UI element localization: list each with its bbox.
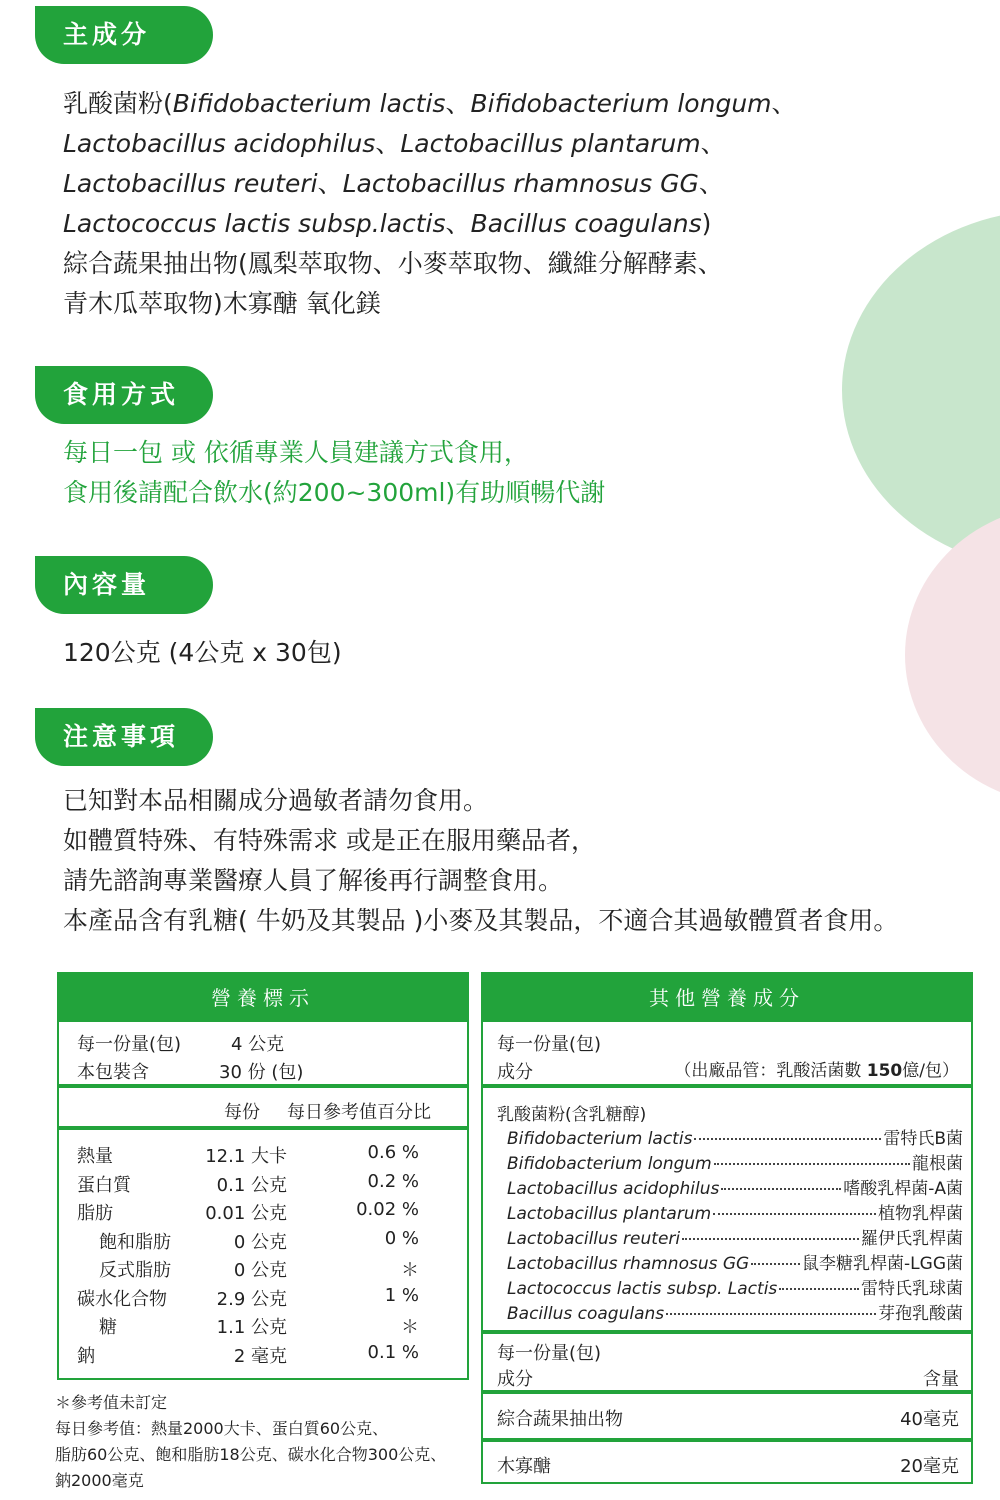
nutrient-name: 反式脂肪 [99, 1260, 171, 1281]
dot-leader [694, 1138, 881, 1140]
other-nutrients-table [481, 972, 973, 1484]
strain-scientific-name: Lactobacillus plantarum [507, 1204, 712, 1224]
ingredients-line [63, 124, 797, 164]
ingredient-text: 、 [700, 129, 726, 158]
nutrition-table [57, 972, 469, 1380]
ingredient-scientific-name: Bacillus coagulans [470, 209, 702, 238]
ingredient-text: 青木瓜萃取物)木寡醣 氧化鎂 [63, 289, 381, 318]
strain-row [507, 1174, 963, 1199]
content-line: 120公克 (4公克 x 30包) [63, 638, 342, 667]
strain-common-name: 雷特氏乳球菌 [861, 1279, 963, 1299]
amount-label: 含量 [923, 1369, 959, 1390]
strain-row [507, 1149, 963, 1174]
divider [483, 1330, 971, 1334]
strain-row [507, 1299, 963, 1324]
strain-scientific-name: Bifidobacterium lactis [507, 1129, 693, 1149]
notes-heading: 注意事項 [35, 708, 213, 766]
content-text [63, 633, 342, 673]
ingredient-text: 、 [698, 169, 724, 198]
footnote-line: 鈉2000毫克 [55, 1471, 144, 1490]
ingredient-text: ) [701, 209, 712, 238]
strain-scientific-name: Lactobacillus acidophilus [507, 1179, 720, 1199]
nutrient-daily-value: 0.02 % [356, 1199, 419, 1220]
footnote-line: 每日參考值：熱量2000大卡、蛋白質60公克、 [55, 1419, 389, 1438]
ingredients-heading: 主成分 [35, 6, 213, 64]
notes-line: 本產品含有乳糖( 牛奶及其製品 )小麥及其製品，不適合其過敏體質者食用。 [63, 906, 899, 935]
strain-common-name: 鼠李糖乳桿菌-LGG菌 [802, 1254, 963, 1274]
strain-scientific-name: Lactobacillus reuteri [507, 1229, 681, 1249]
ingredient-scientific-name: Bifidobacterium longum [470, 89, 772, 118]
strain-common-name: 芽孢乳酸菌 [878, 1304, 963, 1324]
ingredient-text: 、 [445, 209, 471, 238]
divider [483, 1390, 971, 1394]
usage-heading: 食用方式 [35, 366, 213, 424]
serving-value: 4 公克 [231, 1034, 285, 1055]
nutrient-daily-value: 0.2 % [367, 1170, 419, 1192]
nutrient-amount: 0.01 公克 [205, 1203, 287, 1224]
divider [59, 1126, 467, 1130]
nutrient-daily-value: ＊ [401, 1317, 419, 1338]
strain-scientific-name: Bacillus coagulans [507, 1304, 665, 1324]
nutrient-daily-value: 0.1 % [367, 1341, 419, 1363]
usage-line: 食用後請配合飲水(約200~300ml)有助順暢代謝 [63, 478, 606, 507]
strain-row [507, 1199, 963, 1224]
other-component-label: 成分 [497, 1062, 533, 1083]
dot-leader [779, 1288, 859, 1290]
ingredient-scientific-name: Lactobacillus reuteri [63, 169, 318, 198]
divider [483, 1438, 971, 1442]
ingredient-scientific-name: Lactobacillus plantarum [400, 129, 701, 158]
dot-leader [714, 1163, 910, 1165]
ingredient-text: 、 [317, 169, 343, 198]
nutrient-name: 鈉 [77, 1345, 95, 1367]
strain-common-name: 雷特氏B菌 [883, 1129, 963, 1149]
ingredient-scientific-name: Lactococcus lactis subsp.lactis [63, 209, 446, 238]
strain-common-name: 龍根菌 [912, 1154, 963, 1174]
factory-qc-unit: 億/包） [902, 1061, 959, 1081]
ingredient-text: 綜合蔬果抽出物(鳳梨萃取物、小麥萃取物、纖維分解酵素、 [63, 249, 723, 278]
strain-row [507, 1224, 963, 1249]
factory-qc-count: 150 [866, 1061, 903, 1081]
dot-leader [682, 1238, 859, 1240]
nutrient-name: 飽和脂肪 [99, 1231, 171, 1253]
nutrient-daily-value: ＊ [401, 1260, 419, 1281]
strain-scientific-name: Lactococcus lactis subsp. Lactis [507, 1279, 778, 1299]
ingredients-text [63, 84, 797, 324]
decor-pink-blob [905, 505, 1000, 805]
factory-qc-text: （出廠品管：乳酸活菌數 [674, 1061, 867, 1081]
notes-line: 如體質特殊、有特殊需求 或是正在服用藥品者， [63, 826, 596, 855]
pack-label: 本包裝含 [77, 1062, 149, 1083]
ingredients-line [63, 244, 797, 284]
other-serving-label: 每一份量(包) [497, 1034, 602, 1055]
ingredient-text: 、 [771, 89, 797, 118]
factory-qc-note [674, 1056, 959, 1081]
serving-label: 每一份量(包) [77, 1034, 182, 1055]
nutrient-name: 糖 [99, 1317, 117, 1338]
nutrient-amount: 2.9 公克 [216, 1288, 287, 1310]
notes-text [63, 781, 898, 941]
strain-scientific-name: Lactobacillus rhamnosus GG [507, 1254, 750, 1274]
strain-row [507, 1274, 963, 1299]
divider [59, 1084, 467, 1088]
notes-line: 請先諮詢專業醫療人員了解後再行調整食用。 [63, 866, 564, 895]
extra-amount: 20毫克 [900, 1456, 959, 1477]
nutrient-daily-value: 1 % [384, 1284, 419, 1306]
other-serving-label-2: 每一份量(包) [497, 1343, 602, 1364]
nutrient-amount: 0 公克 [233, 1231, 287, 1253]
ingredient-scientific-name: Lactobacillus rhamnosus GG [342, 169, 699, 198]
other-title: 其他營養成分 [483, 974, 971, 1022]
col-per-serving: 每份 [224, 1102, 260, 1123]
content-heading: 內容量 [35, 556, 213, 614]
decor-green-blob [842, 210, 1000, 570]
notes-line: 已知對本品相關成分過敏者請勿食用。 [63, 786, 489, 815]
nutrition-title: 營養標示 [59, 974, 467, 1022]
ingredients-line [63, 284, 797, 324]
nutrient-amount: 12.1 大卡 [205, 1146, 287, 1167]
nutrient-amount: 0 公克 [233, 1260, 287, 1281]
strain-row [507, 1124, 963, 1149]
dot-leader [721, 1188, 841, 1190]
dot-leader [751, 1263, 800, 1265]
nutrient-name: 熱量 [77, 1146, 113, 1167]
strain-common-name: 植物乳桿菌 [878, 1204, 963, 1224]
pack-value: 30 份 (包) [219, 1062, 304, 1083]
ingredients-line [63, 164, 797, 204]
ingredient-text: 乳酸菌粉( [63, 89, 173, 118]
footnote-line: ＊參考值未訂定 [55, 1393, 168, 1412]
ingredients-line [63, 84, 797, 124]
footnote-line: 脂肪60公克、飽和脂肪18公克、碳水化合物300公克、 [55, 1445, 447, 1464]
other-component-label-2: 成分 [497, 1369, 533, 1390]
ingredients-line [63, 204, 797, 244]
powder-label: 乳酸菌粉(含乳糖醇) [497, 1105, 647, 1125]
col-daily-value: 每日參考值百分比 [287, 1102, 431, 1123]
strain-common-name: 羅伊氏乳桿菌 [861, 1229, 963, 1249]
nutrition-footnotes [55, 1390, 446, 1494]
strain-common-name: 嗜酸乳桿菌-A菌 [843, 1179, 963, 1199]
nutrient-name: 碳水化合物 [77, 1288, 167, 1310]
extra-name: 綜合蔬果抽出物 [497, 1409, 623, 1430]
usage-text [63, 433, 605, 513]
ingredient-scientific-name: Bifidobacterium lactis [172, 89, 446, 118]
nutrient-daily-value: 0 % [384, 1227, 419, 1249]
usage-line: 每日一包 或 依循專業人員建議方式食用， [63, 438, 529, 467]
ingredient-text: 、 [445, 89, 471, 118]
nutrient-amount: 1.1 公克 [216, 1317, 287, 1338]
extra-name: 木寡醣 [497, 1456, 551, 1477]
strain-row [507, 1249, 963, 1274]
nutrient-amount: 0.1 公克 [216, 1174, 287, 1196]
nutrient-amount: 2 毫克 [233, 1345, 287, 1367]
nutrient-daily-value: 0.6 % [367, 1142, 419, 1163]
extra-amount: 40毫克 [900, 1409, 959, 1430]
strain-scientific-name: Bifidobacterium longum [507, 1154, 712, 1174]
nutrient-name: 脂肪 [77, 1203, 113, 1224]
ingredient-text: 、 [375, 129, 401, 158]
dot-leader [666, 1313, 876, 1315]
ingredient-scientific-name: Lactobacillus acidophilus [63, 129, 376, 158]
dot-leader [713, 1213, 876, 1215]
divider [483, 1084, 971, 1088]
nutrient-name: 蛋白質 [77, 1174, 131, 1196]
